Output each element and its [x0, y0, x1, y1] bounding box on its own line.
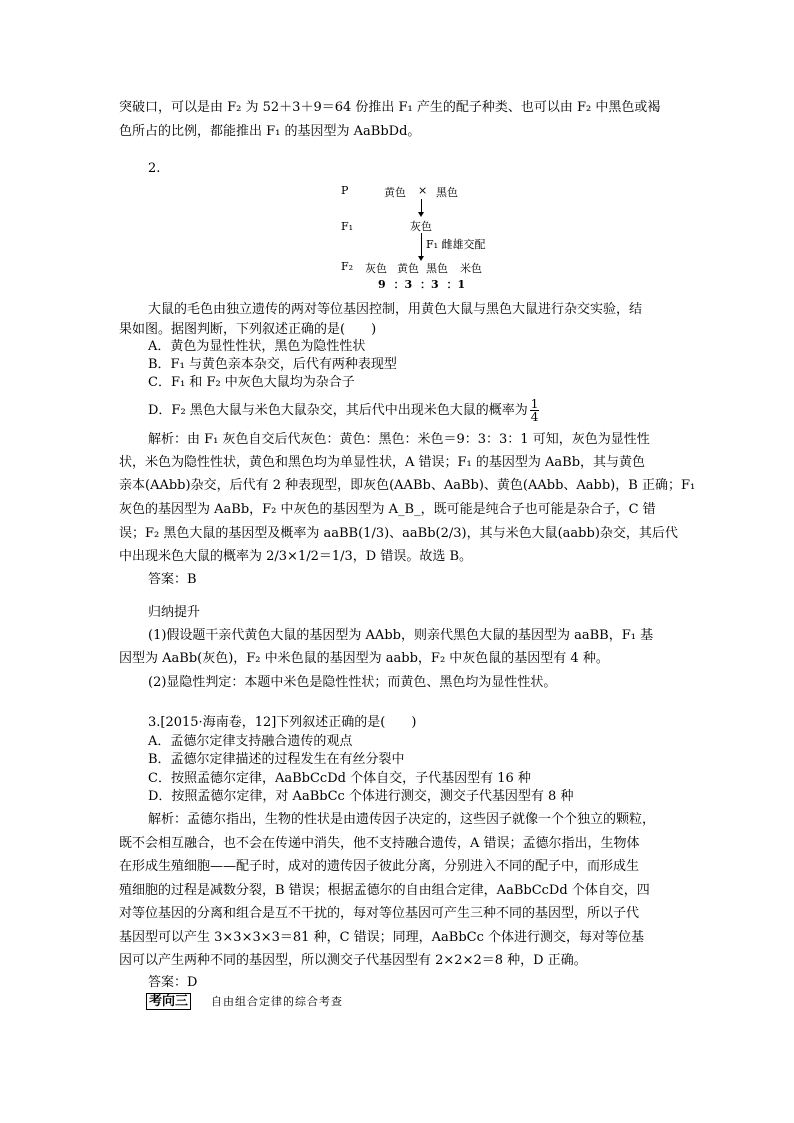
q2-stem-line-2: 果如图。据图判断，下列叙述正确的是( ): [119, 322, 377, 337]
q2-option-d: [148, 398, 539, 423]
p-parent-1: 黄色: [384, 186, 406, 199]
f2-phenotype: 米色: [460, 262, 482, 275]
cross-symbol: ×: [418, 184, 428, 197]
fraction-numerator: 1: [530, 397, 539, 411]
q3-option: B．孟德尔定律描述的过程发生在有丝分裂中: [148, 752, 405, 767]
q3-analysis-line: 对等位基因的分离和组合是互不干扰的，每对等位基因可产生三种不同的基因型，所以子代: [119, 906, 640, 921]
summary-line: (1)假设题干亲代黄色大鼠的基因型为 AAbb，则亲代黑色大鼠的基因型为 aaBB，F₁ 基: [148, 628, 654, 643]
q3-analysis-line: 解析：孟德尔指出，生物的性状是由遗传因子决定的，这些因子就像一个个独立的颗粒，: [148, 812, 656, 827]
summary-title: 归纳提升: [148, 605, 201, 620]
q2-option-b: B．F₁ 与黄色亲本杂交，后代有两种表现型: [148, 357, 397, 372]
q2-analysis-line: 亲本(AAbb)杂交，后代有 2 种表现型，即灰色(AABb、AaBb)、黄色(AAbb、Aabb)，B 正确；F₁: [119, 478, 696, 493]
q3-option: D．按照孟德尔定律，对 AaBbCc 个体进行测交，测交子代基因型有 8 种: [148, 789, 574, 804]
f2-ratio: 9 ：3 ：3 ：1: [378, 278, 466, 291]
q2-analysis-line: 解析：由 F₁ 灰色自交后代灰色：黄色：黑色：米色＝9：3：3：1 可知，灰色为显性性: [148, 432, 650, 447]
arrow-down-icon: [418, 212, 424, 217]
q3-analysis-line: 殖细胞的过程是减数分裂，B 错误；根据孟德尔的自由组合定律，AaBbCcDd 个体自交，四: [119, 883, 650, 898]
p-parent-2: 黑色: [436, 186, 458, 199]
q2-answer: 答案：B: [148, 572, 197, 587]
fraction: [530, 398, 540, 423]
q3-analysis-line: 既不会相互融合，也不会在传递中消失，他不支持融合遗传，A 错误；孟德尔指出，生物体: [119, 836, 640, 851]
q3-stem: 3.[2015·海南卷，12]下列叙述正确的是( ): [148, 715, 417, 730]
f1-note: F₁ 雌雄交配: [426, 238, 486, 251]
q2-analysis-line: 中出现米色大鼠的概率为 2/3×1/2＝1/3，D 错误。故选 B。: [119, 549, 473, 564]
arrow-line-2: [421, 233, 422, 257]
q3-analysis-line: 在形成生殖细胞——配子时，成对的遗传因子彼此分离，分别进入不同的配子中，而形成生: [119, 859, 640, 874]
section-header: [146, 994, 343, 1010]
intro-line-1: 突破口，可以是由 F₂ 为 52＋3＋9＝64 份推出 F₁ 产生的配子种类、也可以由 F₂ 中黑色或褐: [119, 100, 661, 115]
q2-option-a: A．黄色为显性性状，黑色为隐性性状: [148, 339, 366, 354]
f1-phenotype: 灰色: [410, 220, 432, 233]
intro-line-2: 色所占的比例，都能推出 F₁ 的基因型为 AaBbDd。: [119, 124, 421, 139]
q3-analysis-line: 因可以产生两种不同的基因型，所以测交子代基因型有 2×2×2＝8 种，D 正确。: [119, 953, 587, 968]
q2-option-c: C．F₁ 和 F₂ 中灰色大鼠均为杂合子: [148, 375, 355, 390]
arrow-line-1: [421, 199, 422, 213]
q2-analysis-line: 误；F₂ 黑色大鼠的基因型及概率为 aaBB(1/3)、aaBb(2/3)，其与米色大鼠(aabb)杂交，其后代: [119, 526, 678, 541]
f1-label: F₁: [341, 220, 354, 233]
q3-answer: 答案：D: [148, 975, 198, 990]
q3-option: A．孟德尔定律支持融合遗传的观点: [148, 734, 353, 749]
q2-analysis-line: 灰色的基因型为 AaBb，F₂ 中灰色的基因型为 A_B_，既可能是纯合子也可能是杂合子，C 错: [119, 502, 656, 517]
p-label: P: [341, 184, 349, 197]
q2-stem-line-1: 大鼠的毛色由独立遗传的两对等位基因控制，用黄色大鼠与黑色大鼠进行杂交实验，结: [148, 302, 643, 317]
q3-option: C．按照孟德尔定律，AaBbCcDd 个体自交，子代基因型有 16 种: [148, 771, 531, 786]
section-topic: 自由组合定律的综合考查: [211, 995, 344, 1008]
f2-label: F₂: [341, 260, 354, 273]
fraction-denominator: 4: [530, 410, 539, 424]
q2-analysis-line: 状，米色为隐性性状，黄色和黑色均为单显性状，A 错误；F₁ 的基因型为 AaBb，其与黄色: [119, 455, 646, 470]
summary-line: 因型为 AaBb(灰色)，F₂ 中米色鼠的基因型为 aabb，F₂ 中灰色鼠的基因型有 4 种。: [119, 651, 609, 666]
q2-number: 2.: [148, 161, 161, 176]
section-box-label: 考向三: [146, 993, 191, 1010]
f2-phenotype: 灰色: [365, 262, 387, 275]
f2-phenotype: 黄色: [397, 262, 419, 275]
q2-option-d-text: D．F₂ 黑色大鼠与米色大鼠杂交，其后代中出现米色大鼠的概率为: [148, 403, 528, 418]
f2-phenotype: 黑色: [426, 262, 448, 275]
q3-analysis-line: 基因型可以产生 3×3×3×3＝81 种，C 错误；同理，AaBbCc 个体进行测交，每对等位基: [119, 930, 645, 945]
summary-line: (2)显隐性判定：本题中米色是隐性性状；而黄色、黑色均为显性性状。: [148, 675, 557, 690]
